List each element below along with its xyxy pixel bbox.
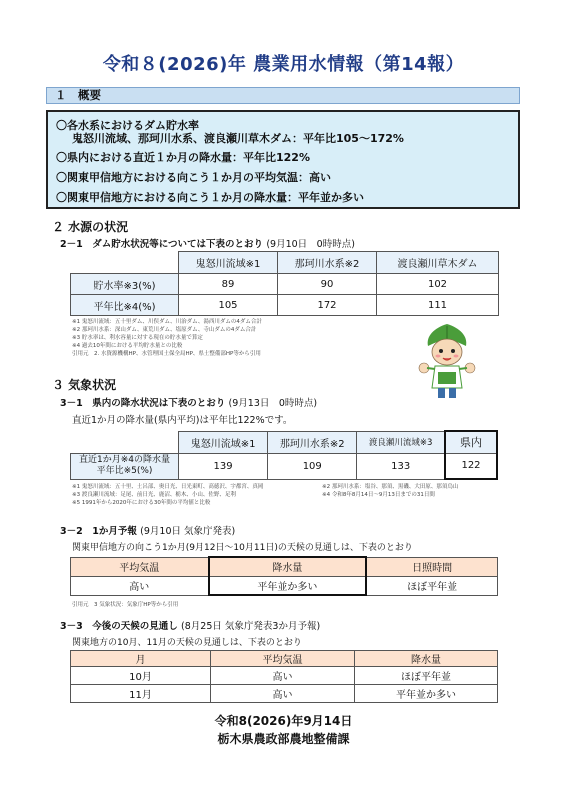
summary-line: 〇各水系におけるダム貯水率: [56, 119, 199, 132]
column-header: 那珂川水系※2: [278, 252, 377, 274]
dam-table: [70, 251, 499, 316]
row-header: 平年比※4(%): [71, 295, 179, 316]
subheading-bold: 3－2 1か月予報: [60, 526, 137, 537]
mascot-eye: [439, 349, 443, 353]
table-cell: 89: [179, 274, 278, 295]
mascot-eye: [451, 349, 455, 353]
rain-notes-right: [322, 483, 458, 499]
table-cell: 高い: [71, 576, 209, 595]
subheading-bold: 3－1 県内の降水状況は下表のとおり: [60, 398, 226, 409]
section3-heading: ３ 気象状況: [52, 378, 117, 392]
table-cell: 高い: [211, 667, 355, 685]
column-header: 日照時間: [366, 557, 497, 576]
table-cell: 105: [179, 295, 278, 316]
subheading-time: (8月25日 気象庁発表3か月予報): [181, 621, 321, 632]
table-cell: 172: [278, 295, 377, 316]
table-cell: 11月: [71, 685, 211, 703]
table-cell: 高い: [211, 685, 355, 703]
note-line: ※3 渡良瀬川流域：足尾、前日光、鹿沼、栃木、小山、佐野、足利: [72, 492, 236, 498]
section3-1-heading: [60, 395, 317, 409]
subheading-bold: 3－3 今後の天候の見通し: [60, 621, 178, 632]
one-month-forecast-table: [70, 556, 498, 596]
subheading-time: (9月13日 0時時点): [228, 398, 318, 409]
note-line: ※2 那珂川水系：深山ダム、東荒川ダム、塩原ダム、寺山ダムの4ダム合計: [72, 327, 257, 333]
table-cell: 133: [357, 453, 445, 479]
page-title: 令和８(2026)年 農業用水情報（第14報）: [102, 54, 465, 75]
table-cell: 102: [377, 274, 499, 295]
rain-table: [70, 430, 498, 480]
mascot-leg: [449, 388, 456, 398]
note-line: ※5 1991年から2020年における30年間の平均値と比較: [72, 500, 211, 506]
mascot-leg: [438, 388, 445, 398]
corner-cell: [71, 252, 179, 274]
column-header: 平均気温: [71, 557, 209, 576]
table-cell: 10月: [71, 667, 211, 685]
column-header: 渡良瀬川草木ダム: [377, 252, 499, 274]
table-cell: 90: [278, 274, 377, 295]
footer-date: 令和8(2026)年9月14日: [214, 714, 353, 728]
forecast-note: 引用元 3 気象状況：気象庁HP等から引用: [72, 602, 179, 608]
table-cell: ほぼ平年並: [366, 576, 497, 595]
table-cell: 111: [377, 295, 499, 316]
column-header: 鬼怒川流域※1: [179, 431, 268, 453]
section3-3-heading: [60, 618, 320, 632]
table-cell-precipitation: 平年並か多い: [209, 576, 367, 595]
rain-summary-text: 直近1か月の降水量(県内平均)は平年比122%です。: [72, 415, 293, 426]
note-line: 引用元 2. 水資源機構HP、水管理国土保全局HP、県土整備部HP等から引用: [72, 351, 261, 357]
row-header: 直近1か月※4の降水量平年比※5(%): [71, 453, 179, 479]
mascot-mouth: [443, 358, 451, 360]
row-header: 貯水率※3(%): [71, 274, 179, 295]
column-header: 渡良瀬川流域※3: [357, 431, 445, 453]
dam-notes: [72, 318, 262, 358]
subheading-time: (9月10日 気象庁発表): [140, 526, 236, 537]
table-cell: 平年並か多い: [355, 685, 498, 703]
column-header: 鬼怒川流域※1: [179, 252, 278, 274]
outlook-text: 関東地方の10月、11月の天候の見通しは、下表のとおり: [72, 638, 302, 648]
column-header: 月: [71, 651, 211, 667]
note-line: ※3 貯水率は、利水容量に対する現在の貯水量で算定: [72, 335, 203, 341]
column-header: 那珂川水系※2: [268, 431, 357, 453]
column-header: 平均気温: [211, 651, 355, 667]
footer-department: 栃木県農政部農地整備課: [217, 732, 350, 746]
mascot-cheek: [436, 355, 441, 358]
rain-notes-left: [72, 483, 263, 507]
column-header-prefecture: 県内: [445, 431, 497, 453]
section3-2-heading: [60, 523, 235, 537]
note-line: ※4 過去10年間における平均貯水量との比較: [72, 343, 183, 349]
table-cell: 109: [268, 453, 357, 479]
mascot-face: [432, 339, 462, 365]
summary-box: [46, 110, 520, 209]
summary-line: 〇関東甲信地方における向こう１か月の降水量：平年並か多い: [56, 191, 364, 204]
note-line: ※1 鬼怒川流域：五十里、土呂部、奥日光、日光東町、高徳沢、宇都宮、真岡: [72, 484, 264, 490]
table-cell: 139: [179, 453, 268, 479]
mascot-cheek: [454, 355, 459, 358]
column-header: 降水量: [355, 651, 498, 667]
summary-line: 〇県内における直近１か月の降水量：平年比122%: [56, 151, 310, 164]
section2-subheading: [60, 236, 355, 250]
table-cell-prefecture: 122: [445, 453, 497, 479]
summary-line: 鬼怒川流域、那珂川水系、渡良瀬川草木ダム：平年比105～172%: [72, 132, 404, 145]
corner-cell: [71, 431, 179, 453]
forecast-text: 関東甲信地方の向こう1か月(9月12日～10月11日)の天候の見通しは、下表のとおり: [72, 543, 413, 553]
subheading-bold: 2－1 ダム貯水状況等については下表のとおり: [60, 239, 264, 250]
subheading-time: (9月10日 0時時点): [266, 239, 355, 250]
note-line: ※2 那珂川水系：塩谷、那須、黒磯、大田原、那須烏山: [322, 484, 459, 490]
column-header-precipitation: 降水量: [209, 557, 367, 576]
section2-heading: ２ 水源の状況: [52, 220, 129, 234]
summary-line: 〇関東甲信地方における向こう１か月の平均気温：高い: [56, 171, 331, 184]
mascot-apron: [438, 372, 456, 384]
mascot-illustration: [416, 322, 478, 402]
section1-heading: １ 概要: [46, 87, 520, 104]
note-line: ※4 令和8年8月14日～9月13日までの31日間: [322, 492, 435, 498]
table-cell: ほぼ平年並: [355, 667, 498, 685]
three-month-forecast-table: [70, 650, 498, 703]
note-line: ※1 鬼怒川流域：五十里ダム、川俣ダム、川治ダム、湯西川ダムの4ダム合計: [72, 319, 262, 325]
